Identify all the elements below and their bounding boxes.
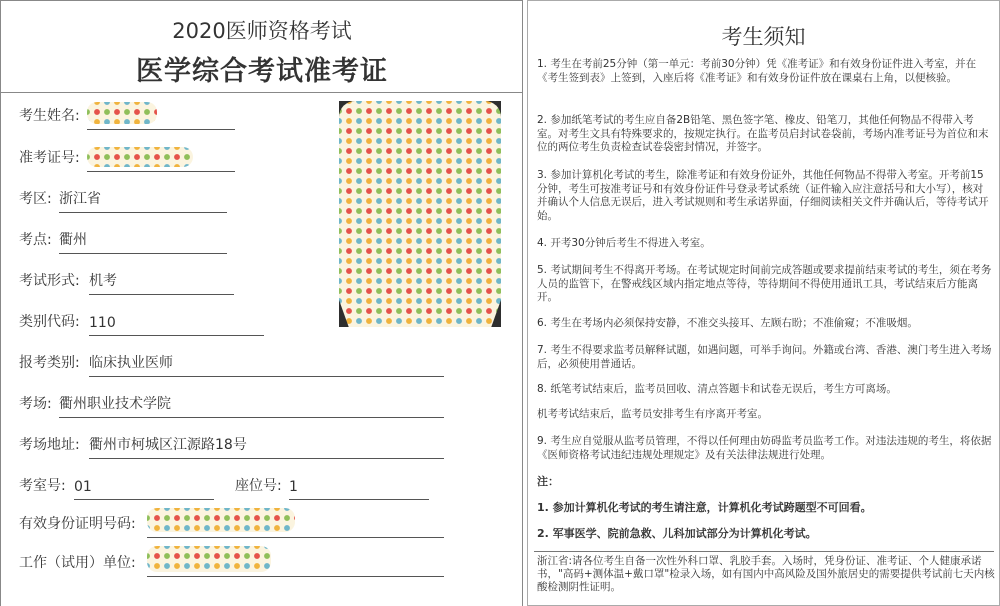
category-code-label: 类别代码: <box>19 314 80 330</box>
field-seat <box>235 474 435 500</box>
instruction-item: 3. 参加计算机化考试的考生，除准考证和有效身份证外，其他任何物品不得带入考室。开考前15分钟，考生可按准考证号和有效身份证件号登录考试系统（证件输入应注意括号和大小写），核对并确认个人信息无误后，进入考试规则和考生承诺界面，仔细阅读相关文件并确认后，等待考试开始。 <box>537 169 989 222</box>
note-item: 2. 军事医学、院前急救、儿科加试部分为计算机化考试。 <box>537 527 817 540</box>
ticket-number-redaction <box>87 147 193 167</box>
field-room <box>19 474 219 500</box>
name-redaction <box>87 102 157 124</box>
note-item: 1. 参加计算机化考试的考生请注意，计算机化考试跨题型不可回看。 <box>537 501 872 514</box>
category-value: 临床执业医师 <box>89 355 173 371</box>
category-label: 报考类别: <box>19 355 80 371</box>
field-region <box>19 187 319 213</box>
instruction-item: 9. 考生应自觉服从监考员管理，不得以任何理由妨碍监考员监考工作。对违法违规的考生，将依据《医师资格考试违纪违规处理规定》及有关法律法规进行处理。 <box>537 435 992 461</box>
zhejiang-notice: 浙江省:请各位考生自备一次性外科口罩、乳胶手套。入场时，凭身份证、准考证、个人健康承诺书，"高码+测体温+戴口罩"检录入场，如有国内中高风险及国外旅居史的需要提供考试前七天内核酸检测阴性证明。 <box>537 555 995 594</box>
field-id-number <box>19 512 449 538</box>
region-value: 浙江省 <box>59 191 101 207</box>
room-value: 01 <box>74 479 92 495</box>
instruction-item: 5. 考试期间考生不得离开考场。在考试规定时间前完成答题或要求提前结束考试的考生，须在考务人员的监管下，在警戒线区域内指定地点等待，等待期间不得使用通讯工具，考试结束后方能离开。 <box>537 264 992 304</box>
field-name <box>19 104 319 130</box>
address-label: 考场地址: <box>19 437 80 453</box>
address-value: 衢州市柯城区江源路18号 <box>89 437 247 453</box>
instruction-item: 7. 考生不得要求监考员解释试题，如遇问题，可举手询问。外籍或台湾、香港、澳门考生进入考场后，必须使用普通话。 <box>537 344 992 370</box>
site-label: 考点: <box>19 232 52 248</box>
ticket-number-label: 准考证号: <box>19 150 80 166</box>
instructions-title: 考生须知 <box>721 25 806 49</box>
exam-format-label: 考试形式: <box>19 273 80 289</box>
venue-value: 衢州职业技术学院 <box>59 396 171 412</box>
divider <box>534 551 994 552</box>
id-number-redaction <box>147 508 295 532</box>
room-label: 考室号: <box>19 478 66 494</box>
field-category-code <box>19 310 319 336</box>
category-code-value: 110 <box>89 315 116 331</box>
region-label: 考区: <box>19 191 52 207</box>
instruction-item: 6. 考生在考场内必须保持安静，不准交头接耳、左顾右盼；不准偷窥；不准吸烟。 <box>537 317 918 329</box>
photo-redaction <box>339 101 501 327</box>
field-category <box>19 351 449 377</box>
field-site <box>19 228 319 254</box>
instruction-item: 8. 纸笔考试结束后，监考员回收、清点答题卡和试卷无误后，考生方可离场。 <box>537 383 897 395</box>
instruction-item: 1. 考生在考前25分钟（第一单元：考前30分钟）凭《准考证》和有效身份证件进入考室，并在《考生签到表》上签到，入座后将《准考证》和有效身份证件放在课桌右上角，以便核验。 <box>537 58 977 84</box>
seat-label: 座位号: <box>235 478 282 494</box>
id-number-label: 有效身份证明号码: <box>19 516 136 532</box>
venue-label: 考场: <box>19 396 52 412</box>
note-label: 注： <box>537 475 559 488</box>
instruction-item: 2. 参加纸笔考试的考生应自备2B铅笔、黑色签字笔、橡皮、铅笔刀，其他任何物品不得带入考室。对考生文具有特殊要求的，按规定执行。在监考员启封试卷袋前，考场内准考证号为首位和末位的两位考生负责检查试卷袋密封情况，并签字。 <box>537 114 989 154</box>
employer-redaction <box>147 546 271 572</box>
exam-title: 2020医师资格考试 <box>172 19 352 43</box>
name-label: 考生姓名: <box>19 108 80 124</box>
field-address <box>19 433 449 459</box>
site-value: 衢州 <box>59 232 87 248</box>
field-employer <box>19 551 449 577</box>
exam-format-value: 机考 <box>89 273 117 289</box>
instruction-item: 4. 开考30分钟后考生不得进入考室。 <box>537 237 711 249</box>
field-exam-format <box>19 269 319 295</box>
ticket-header <box>1 1 523 93</box>
ticket-title: 医学综合考试准考证 <box>136 56 388 87</box>
employer-label: 工作（试用）单位: <box>19 555 136 571</box>
instructions-panel <box>527 0 1000 606</box>
instruction-item: 机考考试结束后，监考员安排考生有序离开考室。 <box>537 408 768 420</box>
field-venue <box>19 392 449 418</box>
field-ticket-number <box>19 146 319 172</box>
seat-value: 1 <box>289 479 298 495</box>
